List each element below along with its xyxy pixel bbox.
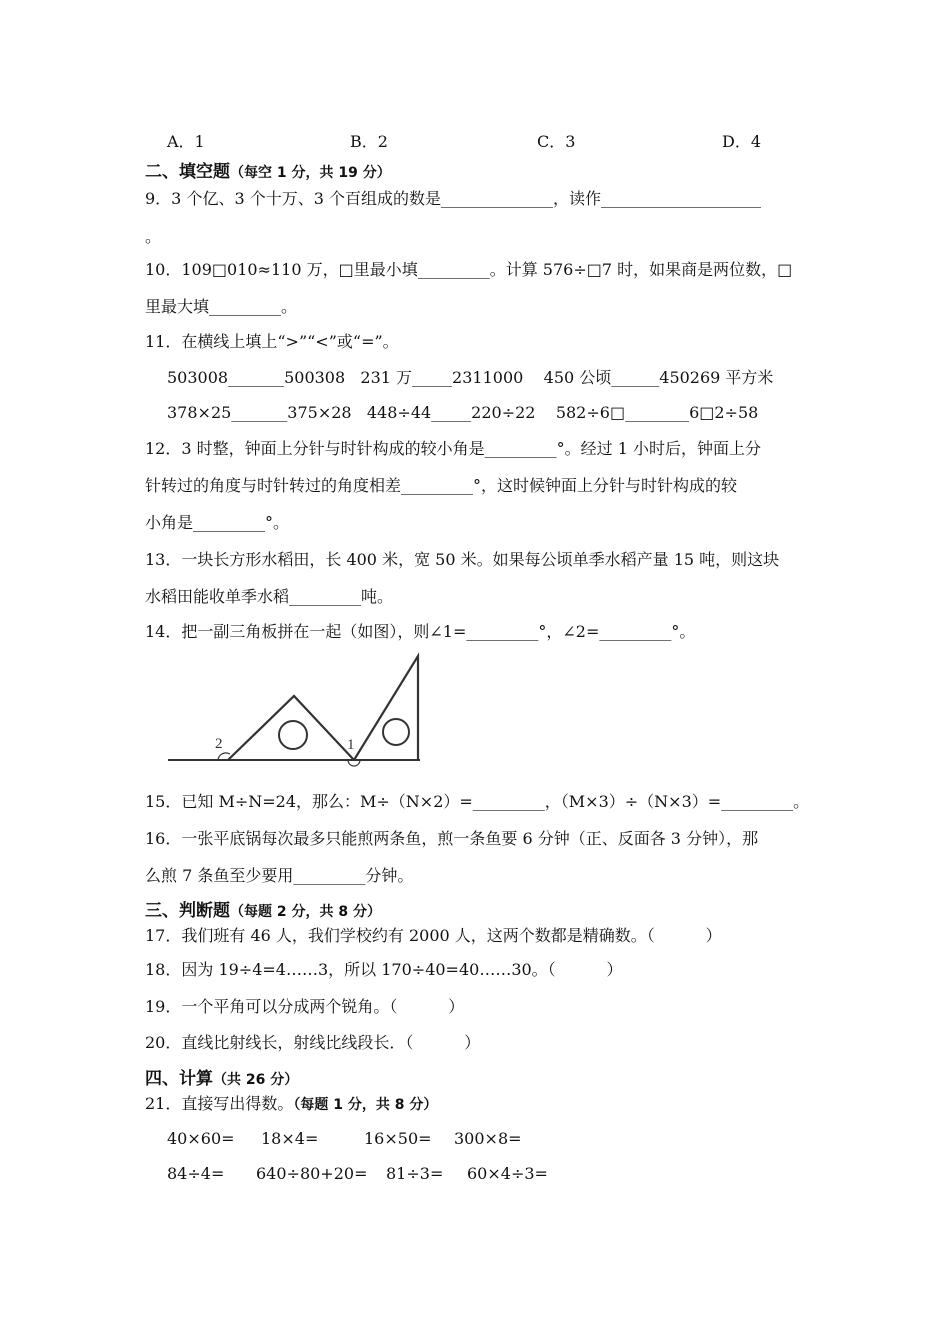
question-20: 20．直线比射线长，射线比线段长．（ ） — [145, 1033, 481, 1052]
question-9-line-1: 9．3 个亿、3 个十万、3 个百组成的数是______________，读作____________________ — [145, 189, 761, 208]
option-d: D．4 — [722, 132, 762, 151]
question-9-line-2: 。 — [145, 227, 162, 246]
option-c: C．3 — [537, 132, 576, 151]
section-2-heading — [145, 164, 391, 181]
calc-2-2: 640÷80+20= — [256, 1164, 368, 1183]
question-11-line-1: 11．在横线上填上“>”“<”或“=”。 — [145, 332, 399, 351]
angle-1-label: 1 — [347, 737, 355, 753]
section-3-title: 三、判断题 — [145, 901, 230, 921]
calc-1-2: 18×4= — [261, 1129, 319, 1148]
question-16-line-2: 么煎 7 条鱼至少要用_________分钟。 — [145, 866, 414, 885]
option-b: B．2 — [350, 132, 388, 151]
section-3-heading — [145, 903, 381, 920]
question-13-line-1: 13．一块长方形水稻田，长 400 米，宽 50 米。如果每公顷单季水稻产量 15 吨，则这块 — [145, 550, 780, 569]
triangle-figure — [168, 652, 428, 772]
question-11-row-2: 378×25_______375×28 448÷44_____220÷22 582÷6□________6□2÷58 — [167, 403, 759, 422]
question-10-line-2: 里最大填_________。 — [145, 297, 298, 316]
calc-2-4: 60×4÷3= — [467, 1164, 548, 1183]
question-19: 19．一个平角可以分成两个锐角。（ ） — [145, 997, 465, 1016]
section-4-heading — [145, 1071, 298, 1088]
triangle-hole-right — [383, 719, 409, 745]
section-3-note: （每题 2 分，共 8 分） — [230, 904, 381, 920]
calc-1-1: 40×60= — [167, 1129, 235, 1148]
section-4-title: 四、计算 — [145, 1069, 213, 1089]
option-a: A．1 — [167, 132, 205, 151]
calc-2-1: 84÷4= — [167, 1164, 225, 1183]
angle-2-label: 2 — [215, 736, 223, 752]
question-11-row-1: 503008_______500308 231 万_____2311000 450 公顷______450269 平方米 — [167, 368, 774, 387]
question-14-line-1: 14．把一副三角板拼在一起（如图），则∠1=_________°，∠2=_________°。 — [145, 622, 696, 641]
question-21-note: （每题 1 分，共 8 分） — [293, 1097, 438, 1113]
section-2-note: （每空 1 分，共 19 分） — [230, 165, 391, 181]
question-13-line-2: 水稻田能收单季水稻_________吨。 — [145, 587, 394, 606]
question-12-line-2: 针转过的角度与时针转过的角度相差_________°，这时候钟面上分针与时针构成的较 — [145, 476, 738, 495]
question-21-text: 21．直接写出得数。 — [145, 1094, 294, 1113]
calc-1-4: 300×8= — [454, 1129, 522, 1148]
question-18: 18．因为 19÷4=4……3，所以 170÷40=40……30。（ ） — [145, 960, 623, 979]
triangle-hole-left — [279, 721, 307, 749]
calc-1-3: 16×50= — [364, 1129, 432, 1148]
question-17: 17．我们班有 46 人，我们学校约有 2000 人，这两个数都是精确数。（ ） — [145, 926, 722, 945]
question-10-line-1: 10．109□010≈110 万，□里最小填_________。计算 576÷□7 时，如果商是两位数，□ — [145, 260, 793, 279]
question-21 — [145, 1096, 437, 1112]
calc-2-3: 81÷3= — [386, 1164, 444, 1183]
right-triangle — [354, 656, 418, 760]
section-4-note: （共 26 分） — [213, 1072, 299, 1088]
triangle-figure-svg — [168, 652, 428, 768]
question-12-line-1: 12．3 时整，钟面上分针与时针构成的较小角是_________°。经过 1 小时后，钟面上分 — [145, 439, 761, 458]
section-2-title: 二、填空题 — [145, 162, 230, 182]
question-12-line-3: 小角是_________°。 — [145, 513, 290, 532]
question-16-line-1: 16．一张平底锅每次最多只能煎两条鱼，煎一条鱼要 6 分钟（正、反面各 3 分钟），那 — [145, 829, 759, 848]
isosceles-triangle — [228, 696, 354, 760]
question-15-line-1: 15．已知 M÷N=24，那么：M÷（N×2）=_________，（M×3）÷（N×3）=_________。 — [145, 792, 810, 811]
